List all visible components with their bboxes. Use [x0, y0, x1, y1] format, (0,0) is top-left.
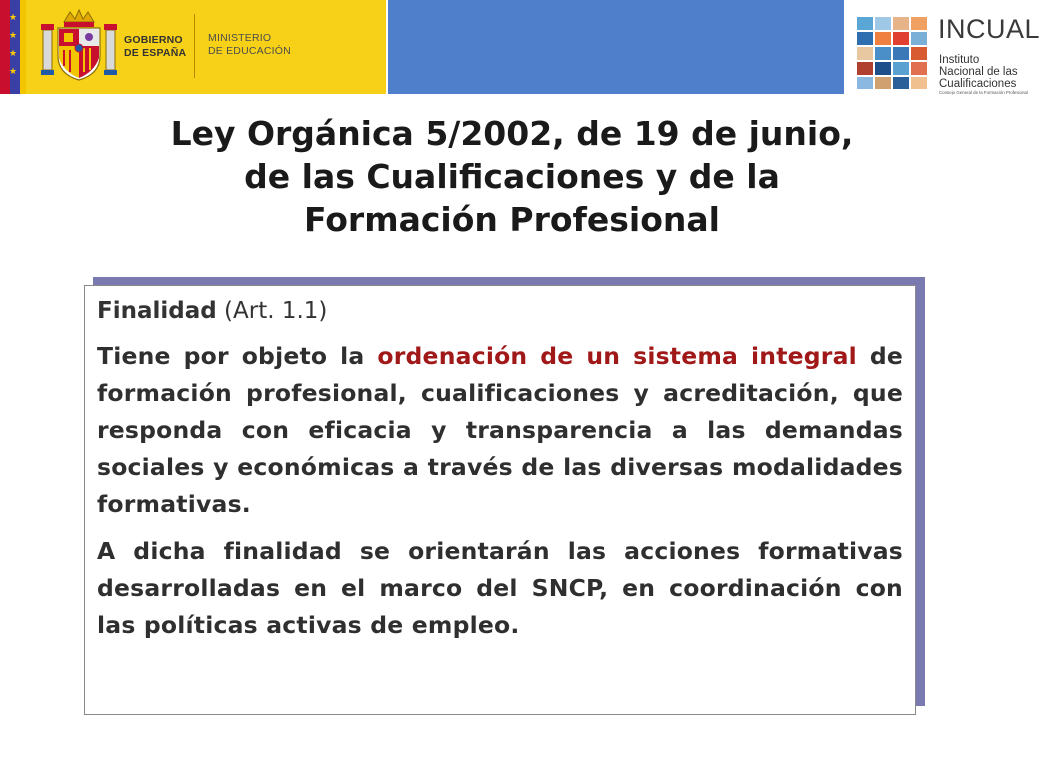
title-line: de las Cualificaciones y de la — [244, 157, 780, 196]
incual-title: INCUAL — [938, 14, 1040, 44]
star-icon: ★ — [9, 13, 18, 23]
paragraph-coordination: A dicha finalidad se orientarán las acciones formativas desarrolladas en el marco del SNCP, en coordinación con las políticas activas de empleo. — [97, 537, 903, 639]
slide-title — [60, 112, 964, 241]
star-icon: ★ — [9, 49, 18, 59]
incual-logo — [844, 0, 1040, 108]
header-blue-band — [388, 0, 844, 94]
incual-mosaic-logo-icon — [856, 16, 932, 90]
paragraph-objective: Tiene por objeto la ordenación de un sistema integral de formación profesional, cualificaciones y acreditación, que responda con eficacia y transparencia a las demandas sociales y económicas a través de las diversas modalidades formativas. — [97, 342, 903, 518]
incual-caption: Consejo General de la Formación Profesional — [939, 90, 1028, 95]
header-divider — [194, 14, 195, 78]
heading-bold: Finalidad — [97, 298, 217, 324]
ministry-label: MINISTERIO DE EDUCACIÓN — [208, 32, 291, 57]
title-line: Formación Profesional — [304, 200, 720, 239]
star-icon: ★ — [9, 67, 18, 77]
content-box — [84, 285, 916, 715]
spain-coat-of-arms-icon — [40, 8, 118, 84]
heading-article: (Art. 1.1) — [216, 298, 328, 324]
incual-subtitle: Instituto Nacional de las Cualificaciones — [939, 54, 1018, 90]
government-label: GOBIERNO DE ESPAÑA — [124, 34, 187, 59]
government-banner — [26, 0, 386, 94]
highlighted-phrase: ordenación de un sistema integral — [377, 342, 857, 370]
eu-flag-strip — [0, 0, 26, 94]
title-line: Ley Orgánica 5/2002, de 19 de junio, — [170, 114, 854, 153]
star-icon: ★ — [9, 31, 18, 41]
box-heading — [97, 296, 903, 326]
